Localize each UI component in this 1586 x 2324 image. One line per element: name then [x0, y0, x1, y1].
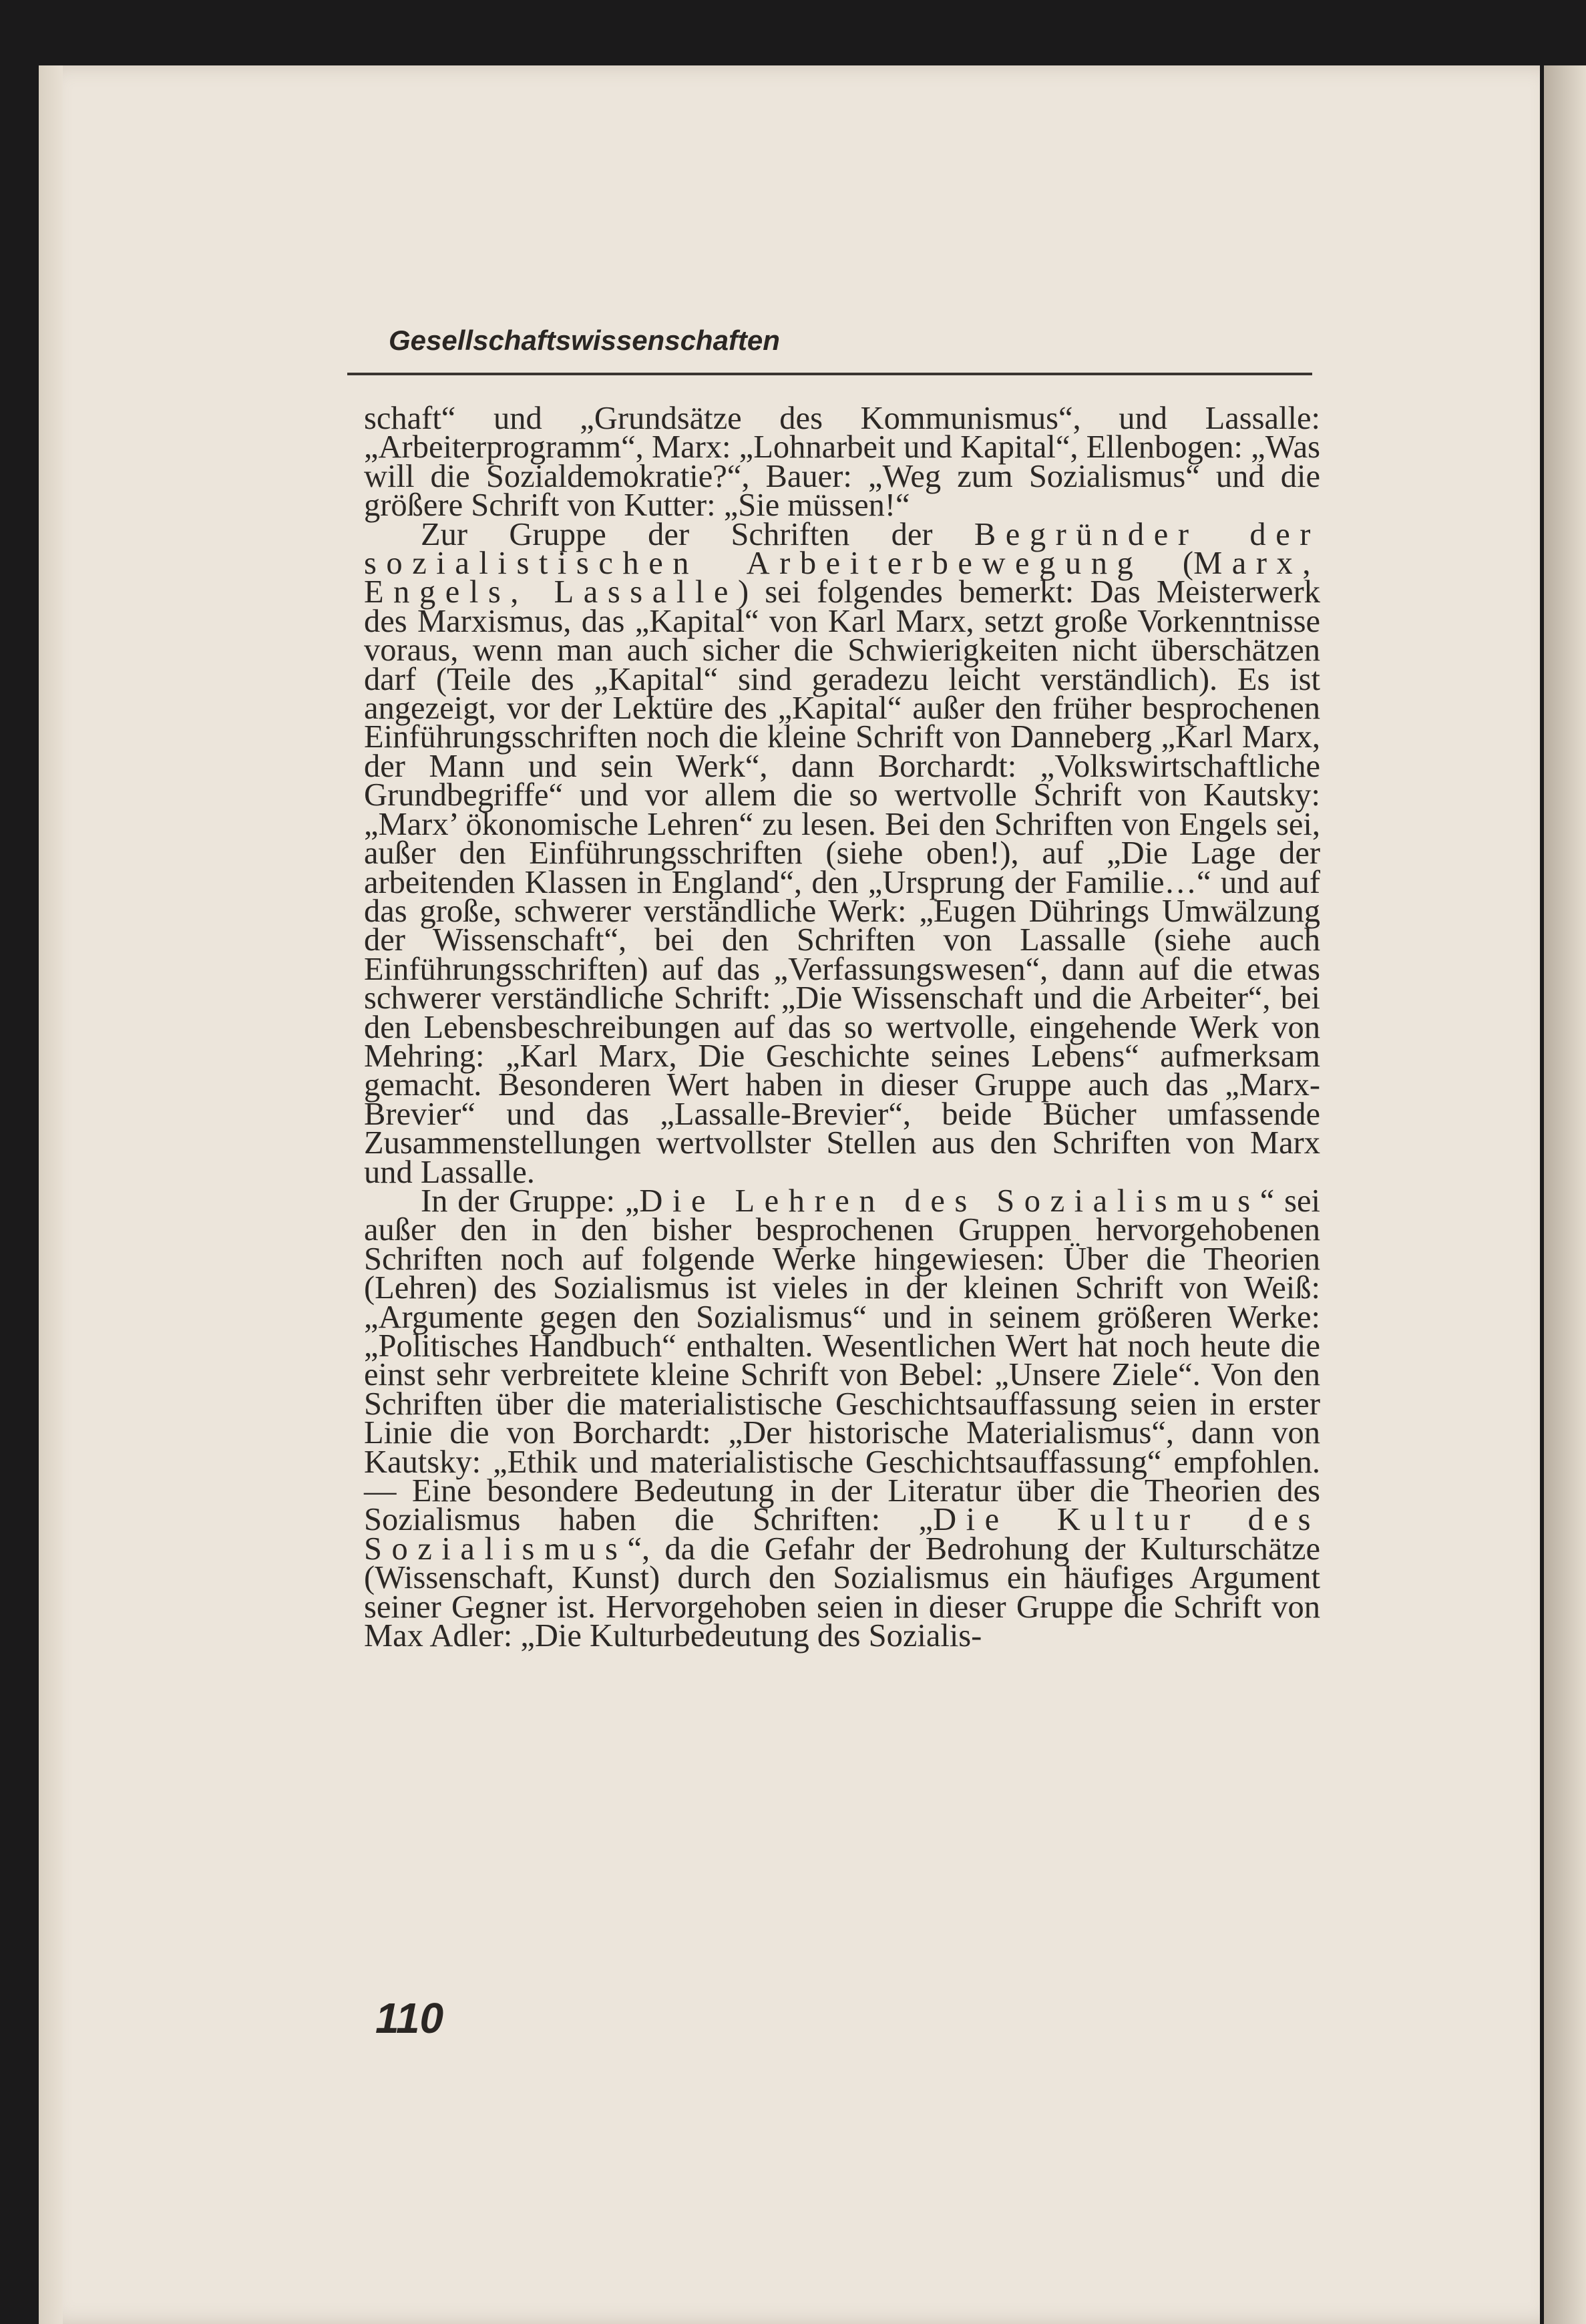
paragraph-2-part-5: ) sei folgendes bemerkt: Das Meisterwerk des Marxismus, das „Kapital“ von Karl Marx, setzt große Vorkenntnisse voraus, wenn man auch sicher die Schwierigkeiten nicht überschätzen darf (Teile des „Kapital“ sind geradezu leicht verständlich). Es ist angezeigt, vor der Lektüre des „Kapital“ außer den früher besprochenen Einführungsschriften noch die kleine Schrift von Danneberg „Karl Marx, der Mann und sein Werk“, dann Borchardt: „Volkswirtschaftliche Grundbegriffe“ und vor allem die so wertvolle Schrift von Kautsky: „Marx’ ökonomische Lehren“ zu lesen. Bei den Schriften von Engels sei, außer den Einführungsschriften (siehe oben!), auf „Die Lage der arbeitenden Klassen in England“, den „Ursprung der Familie…“ und auf das große, schwerer verständliche Werk: „Eugen Dührings Umwälzung der Wissenschaft“, bei den Schriften von Lassalle (siehe auch Einführungsschriften) auf das „Verfassungswesen“, dann auf die etwas schwerer verständliche Schrift: „Die Wissenschaft und die Arbeiter“, bei den Lebensbeschreibungen auf das so wertvolle, eingehende Werk von Mehring: „Karl Marx, Die Geschichte seines Lebens“ aufmerksam gemacht. Besonderen Wert haben in dieser Gruppe auch das „Marx-Brevier“ und das „Lassalle-Brevier“, beide Bücher umfassende Zusammenstellungen wertvollster Stellen aus den Schriften von Marx und Lassalle.	[364, 574, 1320, 1190]
paragraph-3	[364, 1183, 1321, 1654]
paragraph-2	[364, 516, 1320, 1190]
page-gutter-shadow	[39, 65, 63, 2324]
paragraph-3-part-5: “, da die Gefahr der Bedrohung der Kulturschätze (Wissenschaft, Kunst) durch den Sozialismus ein häufiges Argument seiner Gegner ist. Hervorgehoben seien in dieser Gruppe die Schrift von Max Adler: „Die Kulturbedeutung des Sozialis-	[364, 1531, 1320, 1654]
page-number: 110	[375, 1994, 444, 2042]
body-text	[364, 401, 1321, 1654]
spaced-emphasis: Die Lehren des Sozialismus	[639, 1183, 1260, 1219]
paragraph-1	[364, 401, 1320, 524]
paragraph-2-part-1: Zur Gruppe der Schriften der	[421, 516, 974, 552]
header-rule	[347, 373, 1312, 375]
paragraph-3-part-3: “ sei außer den in den bisher besprochenen Gruppen hervorgehobenen Schriften noch auf folgende Werke hingewiesen: Über die Theorien (Lehren) des Sozialismus ist vieles in der kleinen Schrift von Weiß: „Argumente gegen den Sozialismus“ und in seinem größeren Werke: „Politisches Handbuch“ enthalten. Wesentlichen Wert hat noch heute die einst sehr verbreitete kleine Schrift von Bebel: „Unsere Ziele“. Von den Schriften über die materialistische Geschichtsauffassung seien in erster Linie die von Borchardt: „Der historische Materialismus“, dann von Kautsky: „Ethik und materialistische Geschichtsauffassung“ empfohlen. — Eine besondere Bedeutung in der Literatur über die Theorien des Sozialismus haben die Schriften: „	[364, 1183, 1321, 1538]
paragraph-3-part-1: In der Gruppe: „	[421, 1183, 640, 1219]
facing-page-edge	[1544, 65, 1586, 2324]
spaced-emphasis: Die Kultur des Sozialismus	[364, 1502, 1320, 1567]
paragraph-1-part-1: schaft“ und „Grundsätze des Kommunismus“, und Lassalle: „Arbeiterprogramm“, Marx: „Lohnarbeit und Kapital“, Ellenbogen: „Was will die Sozialdemokratie?“, Bauer: „Weg zum Sozialismus“ und die größere Schrift von Kutter: „Sie müssen!“	[364, 401, 1320, 524]
spaced-emphasis: Begründer der sozialistischen Arbeiterbewegung	[364, 516, 1320, 582]
running-header: Gesellschaftswissenschaften	[389, 325, 780, 356]
paragraph-2-part-3: (	[1143, 546, 1194, 582]
spaced-emphasis: Marx, Engels, Lassalle	[364, 546, 1320, 610]
